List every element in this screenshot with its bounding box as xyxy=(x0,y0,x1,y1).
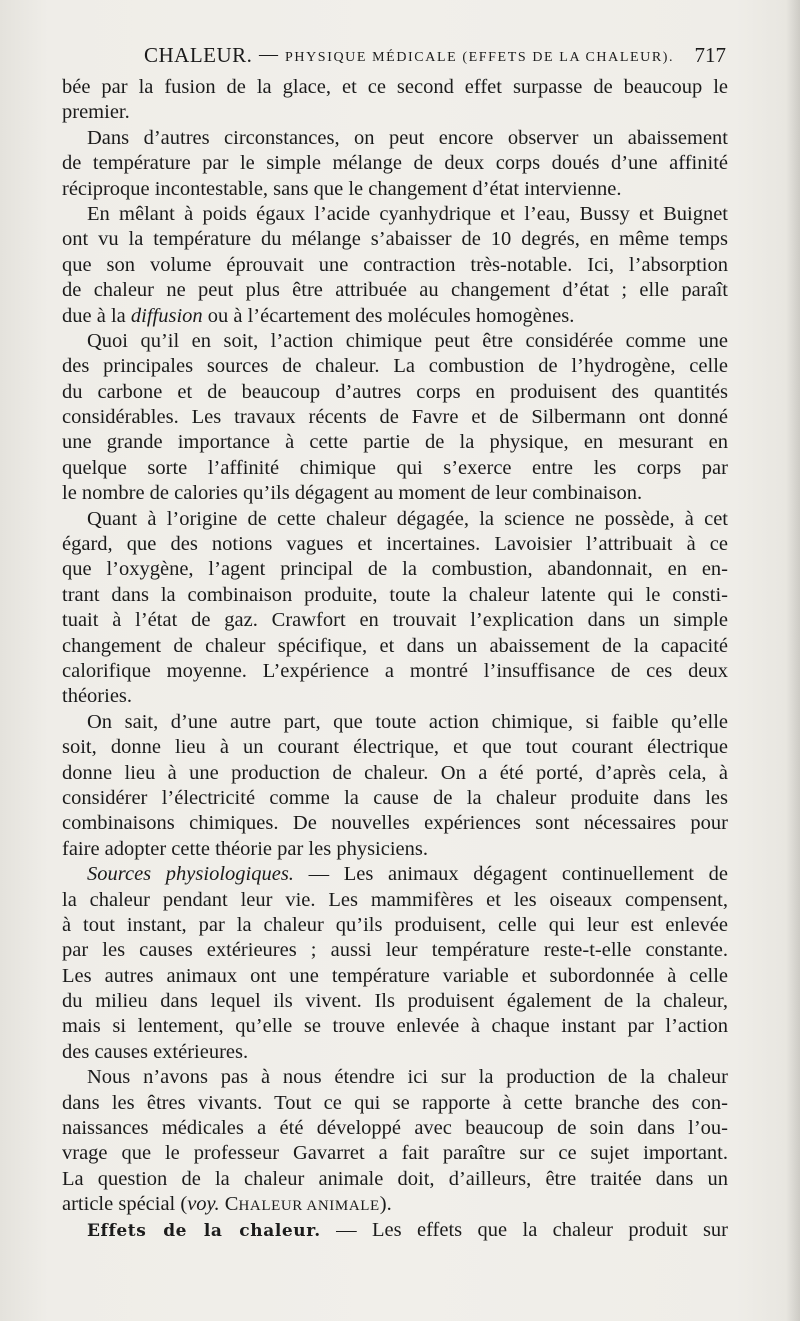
line-text: du milieu dans lequel ils vivent. Ils produisent également de la chaleur, xyxy=(62,990,728,1013)
italic-text: diffusion xyxy=(130,304,203,327)
running-head-separator: — xyxy=(259,44,278,65)
line-text: tuait à l’état de gaz. Crawfort en trouvait l’explication dans un simple xyxy=(62,609,728,632)
line-text: bée par la fusion de la glace, et ce second effet surpasse de beaucoup le xyxy=(62,76,728,98)
running-head-title: CHALEUR. xyxy=(144,43,253,67)
text-line xyxy=(62,405,728,430)
text-line xyxy=(62,608,728,633)
line-text: le nombre de calories qu’ils dégagent au moment de leur combinaison. xyxy=(62,482,643,505)
line-text: calorifique moyenne. L’expérience a montré l’insuffisance de ces deux xyxy=(62,659,728,682)
text-line xyxy=(62,75,728,100)
text-line xyxy=(62,380,728,405)
line-text: à tout instant, par la chaleur qu’ils produisent, celle qui leur est enlevée xyxy=(62,913,728,936)
text-line xyxy=(62,557,728,582)
line-text: réciproque incontestable, sans que le changement d’état intervienne. xyxy=(62,177,622,200)
line-text: par les causes extérieures ; aussi leur température reste-t-elle constante. xyxy=(62,939,728,962)
running-head xyxy=(62,40,728,70)
page-number: 717 xyxy=(694,43,726,67)
line-text: la chaleur pendant leur vie. Les mammifères et les oiseaux compensent, xyxy=(62,888,728,911)
line-text: vrage que le professeur Gavarret a fait paraître sur ce sujet important. xyxy=(62,1142,728,1165)
text-line xyxy=(62,430,728,455)
line-text: de chaleur ne peut plus être attribuée au changement d’état ; elle paraît xyxy=(62,279,728,302)
text-line xyxy=(62,227,728,252)
text-line xyxy=(62,126,728,151)
line-text: faire adopter cette théorie par les physiciens. xyxy=(62,837,428,860)
text-line xyxy=(62,761,728,786)
text-line xyxy=(62,583,728,608)
line-text: premier. xyxy=(62,101,130,124)
text-line xyxy=(62,938,728,963)
line-text: Nous n’avons pas à nous étendre ici sur la production de la chaleur xyxy=(87,1066,728,1089)
line-text: La question de la chaleur animale doit, d’ailleurs, être traitée dans un xyxy=(62,1167,728,1190)
text-line xyxy=(62,786,728,811)
line-text: du carbone et de beaucoup d’autres corps en produisent des quantités xyxy=(62,380,728,403)
line-text: considérer l’électricité comme la cause de la chaleur produite dans les xyxy=(62,786,728,809)
text-line xyxy=(62,278,728,303)
text-line xyxy=(62,202,728,227)
text-line xyxy=(62,456,728,481)
text-line xyxy=(62,811,728,836)
line-text: dans les êtres vivants. Tout ce qui se rapporte à cette branche des con- xyxy=(62,1091,728,1114)
text-line xyxy=(62,659,728,684)
text-line xyxy=(62,989,728,1014)
line-text: théories. xyxy=(62,685,133,708)
text-line xyxy=(62,304,728,329)
line-text: Quoi qu’il en soit, l’action chimique peut être considérée comme une xyxy=(87,329,728,352)
text-line xyxy=(62,177,728,202)
text-line xyxy=(62,1167,728,1192)
text-line xyxy=(62,1065,728,1090)
line-text: de température par le simple mélange de deux corps doués d’une affinité xyxy=(62,152,728,175)
line-text: trant dans la combinaison produite, toute la chaleur latente qui le consti- xyxy=(62,583,728,606)
line-text: ont vu la température du mélange s’abaisser de 10 degrés, en même temps xyxy=(62,228,728,251)
text-line xyxy=(62,1040,728,1065)
line-text: des principales sources de chaleur. La combustion de l’hydrogène, celle xyxy=(62,355,728,378)
line-text: — Les effets que la chaleur produit sur xyxy=(320,1218,728,1241)
text-line xyxy=(62,913,728,938)
text-line xyxy=(62,507,728,532)
line-text: ). xyxy=(379,1193,392,1216)
text-line xyxy=(62,329,728,354)
text-line xyxy=(62,1218,728,1243)
text-line xyxy=(62,684,728,709)
text-line xyxy=(62,151,728,176)
line-text: des causes extérieures. xyxy=(62,1040,249,1063)
text-line xyxy=(62,710,728,735)
line-text: Les autres animaux ont une température variable et subordonnée à celle xyxy=(62,964,728,987)
page-content xyxy=(62,40,728,1243)
running-head-subtitle: PHYSIQUE MÉDICALE (EFFETS DE LA CHALEUR). xyxy=(285,50,675,65)
small-caps-initial: C xyxy=(219,1193,239,1216)
text-line xyxy=(62,1192,728,1217)
line-text: une grande importance à cette partie de la physique, en mesurant en xyxy=(62,431,728,454)
text-line xyxy=(62,1116,728,1141)
small-caps-text: HALEUR ANIMALE xyxy=(238,1198,380,1215)
line-text: naissances médicales a été développé avec beaucoup de soin dans l’ou- xyxy=(62,1117,728,1140)
line-text: que l’oxygène, l’agent principal de la combustion, abandonnait, en en- xyxy=(62,558,728,581)
body-text xyxy=(62,75,728,1243)
text-line xyxy=(62,100,728,125)
line-text: Dans d’autres circonstances, on peut encore observer un abaissement xyxy=(87,126,728,149)
text-line xyxy=(62,634,728,659)
italic-text: Sources physiologiques. xyxy=(87,863,294,886)
line-text: Quant à l’origine de cette chaleur dégagée, la science ne possède, à cet xyxy=(87,507,728,530)
line-text: ou à l’écartement des molécules homogènes. xyxy=(202,304,575,327)
page-edge-shadow xyxy=(786,0,800,1321)
line-text: article spécial ( xyxy=(62,1193,188,1216)
line-text: — Les animaux dégagent continuellement de xyxy=(293,863,728,886)
text-line xyxy=(62,735,728,760)
section-heading: Effets de la chaleur. xyxy=(87,1220,321,1241)
line-text: mais si lentement, qu’elle se trouve enlevée à chaque instant par l’action xyxy=(62,1015,728,1038)
text-line xyxy=(62,253,728,278)
line-text: considérables. Les travaux récents de Favre et de Silbermann ont donné xyxy=(62,406,728,429)
text-line xyxy=(62,1141,728,1166)
line-text: changement de chaleur spécifique, et dans un abaissement de la capacité xyxy=(62,634,728,657)
line-text: soit, donne lieu à un courant électrique, et que tout courant électrique xyxy=(62,736,728,759)
italic-text: voy. xyxy=(187,1193,220,1216)
text-line xyxy=(62,481,728,506)
text-line xyxy=(62,888,728,913)
text-line xyxy=(62,532,728,557)
line-text: due à la xyxy=(62,304,131,327)
text-line xyxy=(62,964,728,989)
line-text: donne lieu à une production de chaleur. On a été porté, d’après cela, à xyxy=(62,761,728,784)
line-text: combinaisons chimiques. De nouvelles expériences sont nécessaires pour xyxy=(62,812,728,835)
text-line xyxy=(62,354,728,379)
line-text: égard, que des notions vagues et incertaines. Lavoisier l’attribuait à ce xyxy=(62,533,728,556)
text-line xyxy=(62,837,728,862)
line-text: quelque sorte l’affinité chimique qui s’exerce entre les corps par xyxy=(62,456,728,479)
text-line xyxy=(62,862,728,887)
line-text: On sait, d’une autre part, que toute action chimique, si faible qu’elle xyxy=(87,710,728,733)
text-line xyxy=(62,1014,728,1039)
text-line xyxy=(62,1091,728,1116)
line-text: que son volume éprouvait une contraction très-notable. Ici, l’absorption xyxy=(62,253,728,276)
line-text: En mêlant à poids égaux l’acide cyanhydrique et l’eau, Bussy et Buignet xyxy=(87,202,728,225)
